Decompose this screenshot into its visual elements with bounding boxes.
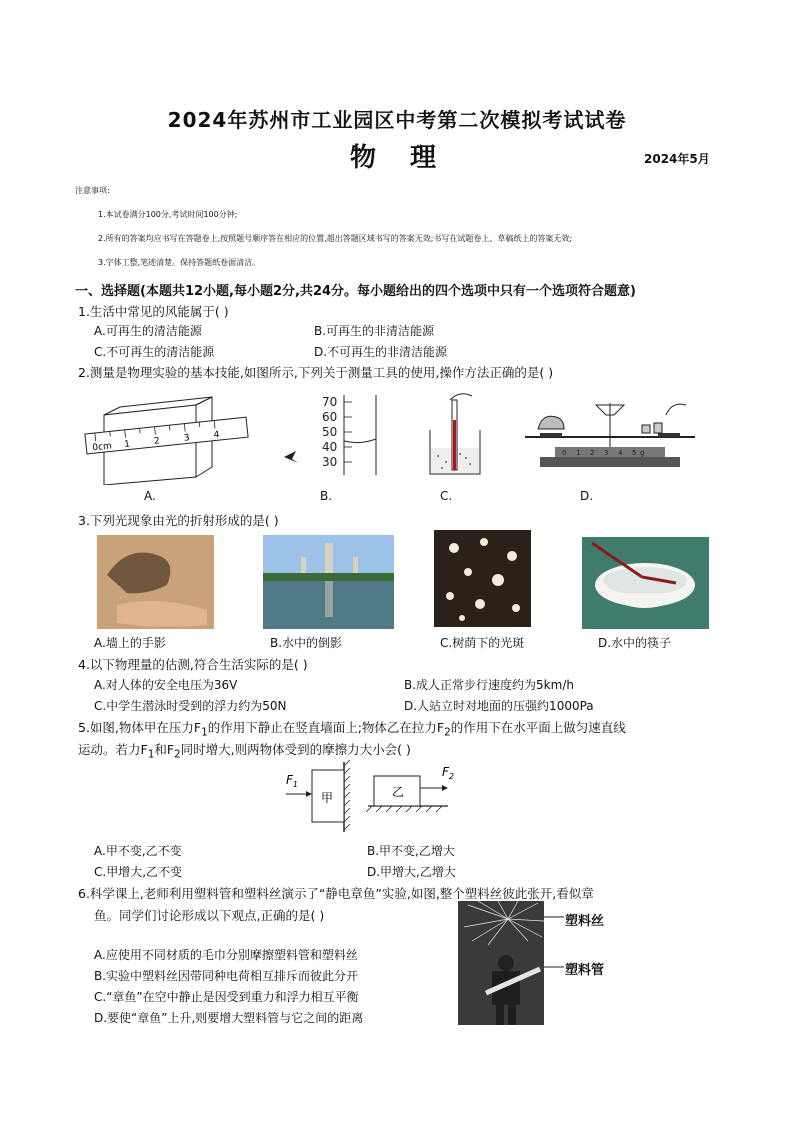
cyl-tick-50: 50 [322,425,338,439]
q3-option-d: D.水中的筷子 [598,636,672,650]
q5-option-b: B.甲不变,乙增大 [367,844,455,858]
q2-label-a: A. [144,489,156,503]
cyl-tick-40: 40 [322,440,338,454]
q1-option-c: C.不可再生的清洁能源 [94,345,215,359]
eye-icon [284,451,298,463]
q1-stem: 1.生活中常见的风能属于( ) [78,304,229,319]
q6-photo-static-octopus [458,901,544,1025]
q2-label-d: D. [580,489,594,503]
q6-stem-line2: 鱼。同学们讨论形成以下观点,正确的是( ) [94,908,325,923]
q3-photo-chopsticks [582,537,709,629]
cyl-tick-70: 70 [322,395,338,409]
note-2: 2.所有的答案均应书写在答题卷上,按照题号顺序答在相应的位置,超出答题区域书写的答案无效;书写在试题卷上、草稿纸上的答案无效; [98,234,573,243]
svg-text:F2: $F_2$ [442,765,454,781]
force-f1-label: F [286,773,293,787]
q5-stem-line1: 5.如图,物体甲在压力$F_1$的作用下静止在竖直墙面上;物体乙在拉力$F_2$的作用下在水平面上做匀速直线 [78,720,626,739]
q5-option-c: C.甲增大,乙不变 [94,865,183,879]
force-f2-label: F [442,765,449,779]
q2-figure-cylinder [282,393,382,478]
q3-photo-reflection [263,535,394,629]
q3-photo-hand-shadow [97,535,214,629]
notes-heading: 注意事项: [75,186,110,195]
subject-title: 物理 [350,143,471,173]
q1-option-a: A.可再生的清洁能源 [94,324,202,338]
q4-option-b: B.成人正常步行速度约为5km/h [404,678,574,692]
q6-label-wire: 塑料丝 [565,914,605,929]
q3-option-c: C.树荫下的光斑 [440,636,525,650]
q3-option-a: A.墙上的手影 [94,636,166,650]
block-yi-label: 乙 [392,785,405,799]
svg-text:F1: $F_1$ [286,773,298,789]
cyl-tick-30: 30 [322,455,338,469]
q2-label-b: B. [320,489,333,503]
q2-stem: 2.测量是物理实验的基本技能,如图所示,下列关于测量工具的使用,操作方法正确的是( ) [78,365,554,380]
q5-stem-line2: 运动。若力$F_1$和$F_2$同时增大,则两物体受到的摩擦力大小会( ) [78,742,411,761]
q6-option-d: D.要使“章鱼”上升,则要增大塑料管与它之间的距离 [94,1011,364,1025]
q4-stem: 4.以下物理量的估测,符合生活实际的是( ) [78,657,308,672]
scale-tick-2: 2 [590,449,595,457]
q2-label-c: C. [440,489,453,503]
scale-tick-3: 3 [604,449,609,457]
block-jia-label: 甲 [321,791,334,805]
q2-figure-ruler [82,395,252,485]
q5-option-a: A.甲不变,乙不变 [94,844,182,858]
q4-option-c: C.中学生潜泳时受到的浮力约为50N [94,699,287,713]
scale-tick-0: 0 [562,449,567,457]
q3-photo-light-spots [434,530,531,627]
q3-option-b: B.水中的倒影 [270,636,343,650]
scale-tick-5: 5 [632,449,637,457]
q6-label-tube: 塑料管 [565,963,605,978]
ruler-tick-4: 4 [213,430,220,441]
scale-tick-1: 1 [576,449,581,457]
q4-option-a: A.对人体的安全电压为36V [94,678,238,692]
q6-option-a: A.应使用不同材质的毛巾分别摩擦塑料管和塑料丝 [94,948,358,962]
ruler-tick-1: 1 [123,439,131,450]
q2-figure-thermometer [420,390,490,480]
note-3: 3.字体工整,笔迹清楚。保持答题纸卷面清洁。 [98,258,261,267]
q6-option-c: C.“章鱼”在空中静止是因受到重力和浮力相互平衡 [94,990,359,1004]
q6-option-b: B.实验中塑料丝因带同种电荷相互排斥而彼此分开 [94,969,359,983]
q5-figure [282,760,462,836]
ruler-tick-0: 0cm [91,441,113,454]
q2-figure-balance [520,393,700,483]
q6-stem-line1: 6.科学课上,老师利用塑料管和塑料丝演示了“静电章鱼”实验,如图,整个塑料丝彼此张开,看似章 [78,886,594,901]
exam-title: 2024年苏州市工业园区中考第二次模拟考试试卷 [167,108,627,132]
q1-option-b: B.可再生的非清洁能源 [314,324,435,338]
note-1: 1.本试卷满分100分,考试时间100分钟; [98,210,238,219]
cyl-tick-60: 60 [322,410,338,424]
section-heading: 一、选择题(本题共12小题,每小题2分,共24分。每小题给出的四个选项中只有一个选项符合题意) [75,284,636,299]
scale-tick-4: 4 [618,449,623,457]
q3-stem: 3.下列光现象由光的折射形成的是( ) [78,513,279,528]
q1-option-d: D.不可再生的非清洁能源 [314,345,448,359]
exam-date: 2024年5月 [644,152,710,166]
ruler-tick-2: 2 [153,436,161,447]
q5-option-d: D.甲增大,乙增大 [367,865,456,879]
q4-option-d: D.人站立时对地面的压强约1000Pa [404,699,594,713]
scale-unit: g [640,449,645,457]
ruler-tick-3: 3 [183,433,191,444]
